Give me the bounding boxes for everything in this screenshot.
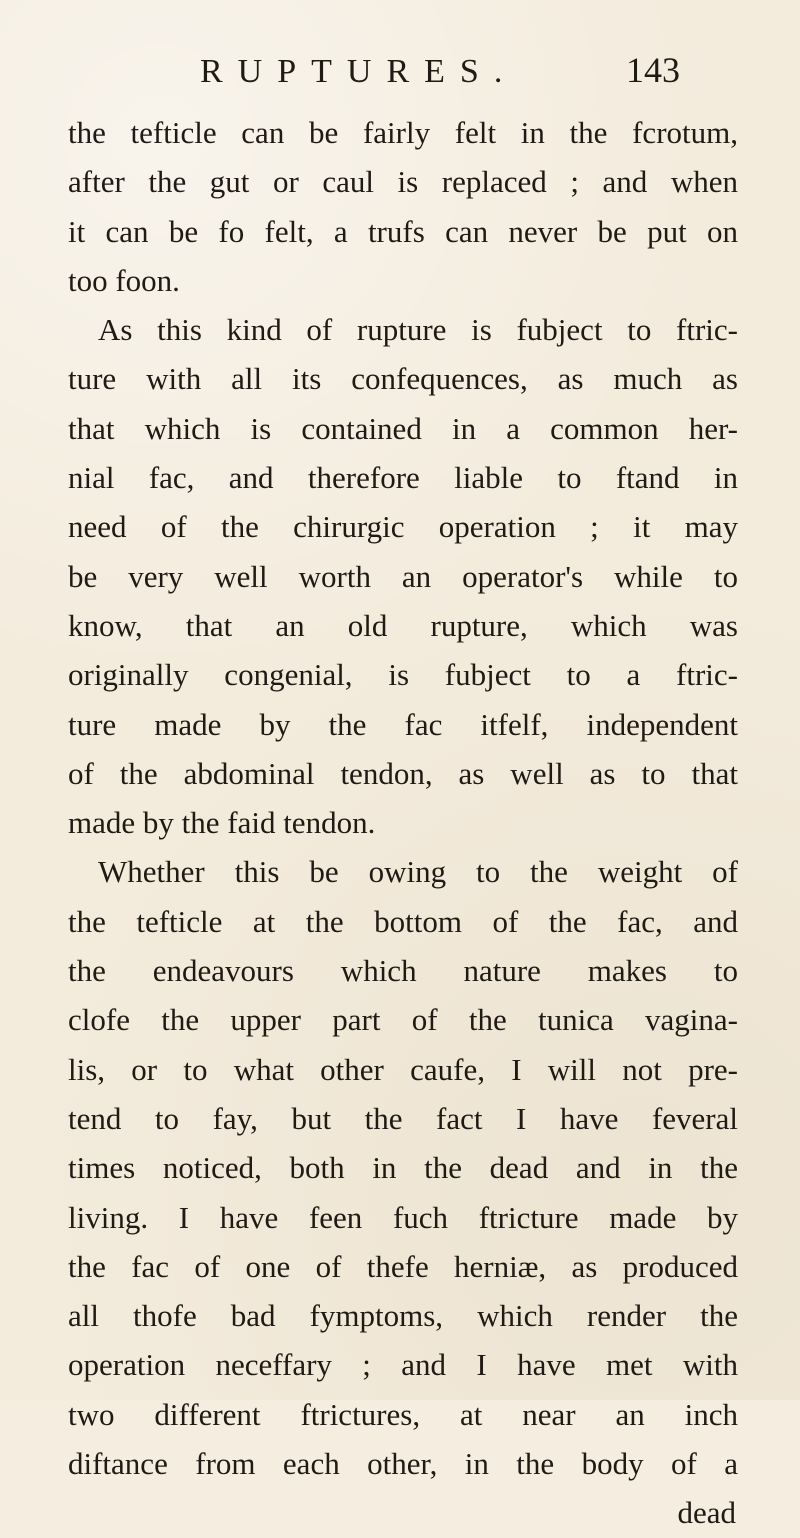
text-line: ture with all its confequences, as much as <box>68 361 738 397</box>
text-line: living. I have feen fuch ftricture made by <box>68 1199 738 1235</box>
text-line: originally congenial, is fubject to a ftric- <box>68 657 738 693</box>
text-line: times noticed, both in the dead and in the <box>68 1150 738 1186</box>
text-line: operation neceffary ; and I have met with <box>68 1347 738 1383</box>
text-line: all thofe bad fymptoms, which render the <box>68 1298 738 1334</box>
text-line: diftance from each other, in the body of a <box>68 1446 738 1482</box>
text-line: after the gut or caul is replaced ; and when <box>68 164 738 200</box>
text-line: know, that an old rupture, which was <box>68 607 738 643</box>
page-number: 143 <box>626 50 680 90</box>
text-line: the fac of one of thefe herniæ, as produced <box>68 1248 738 1284</box>
text-line: As this kind of rupture is fubject to ftric- <box>98 312 738 348</box>
text-line: clofe the upper part of the tunica vagina- <box>68 1002 738 1038</box>
page-header <box>200 52 680 100</box>
text-line: that which is contained in a common her- <box>68 410 738 446</box>
body-text <box>68 108 738 1538</box>
text-line: the endeavours which nature makes to <box>68 953 738 989</box>
running-head: RUPTURES. <box>200 53 518 90</box>
text-line: be very well worth an operator's while to <box>68 558 738 594</box>
text-line: ture made by the fac itfelf, independent <box>68 706 738 742</box>
text-line: lis, or to what other caufe, I will not pre- <box>68 1051 738 1087</box>
text-line: the tefticle can be fairly felt in the fcrotum, <box>68 115 738 150</box>
text-line: Whether this be owing to the weight of <box>98 854 738 890</box>
text-line: need of the chirurgic operation ; it may <box>68 509 738 545</box>
text-line: of the abdominal tendon, as well as to that <box>68 755 738 791</box>
catchword: dead <box>677 1495 736 1531</box>
text-line: too foon. <box>68 262 180 298</box>
text-line: made by the faid tendon. <box>68 805 376 841</box>
text-line: it can be fo felt, a trufs can never be put on <box>68 213 738 249</box>
text-line: the tefticle at the bottom of the fac, and <box>68 903 738 939</box>
text-line: two different ftrictures, at near an inch <box>68 1396 738 1432</box>
text-line: nial fac, and therefore liable to ftand in <box>68 460 738 496</box>
text-line: tend to fay, but the fact I have feveral <box>68 1100 738 1136</box>
